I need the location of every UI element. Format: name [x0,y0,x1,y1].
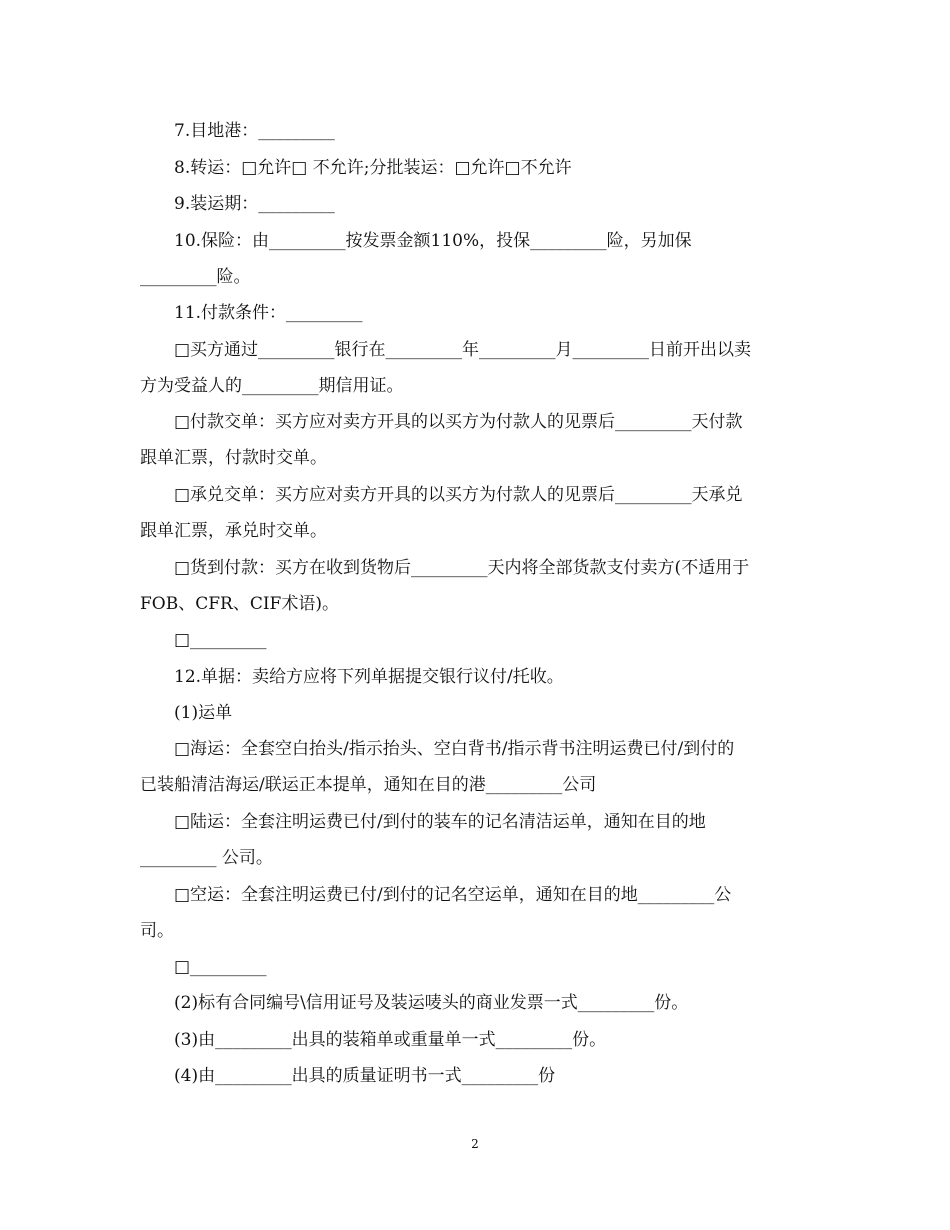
document-1-waybill: (1)运单 [174,703,233,723]
waybill-air-cont: 司。 [140,921,174,941]
clause-7-destination-port: 7.目地港：_________ [174,121,335,141]
document-3-packing-list: (3)由_________出具的装箱单或重量单一式_________份。 [174,1030,607,1050]
clause-11-payment-terms: 11.付款条件：_________ [174,303,363,323]
clause-10-insurance-cont: _________险。 [140,267,251,287]
clause-8-transshipment: 8.转运：□允许□ 不允许;分批装运：□允许□不允许 [174,158,572,178]
waybill-sea-cont: 已装船清洁海运/联运正本提单，通知在目的港_________公司 [140,775,597,795]
payment-option-other: □_________ [174,630,267,650]
payment-option-da-cont: 跟单汇票，承兑时交单。 [140,521,327,541]
payment-option-cod: □货到付款：买方在收到货物后_________天内将全部货款支付卖方(不适用于 [174,558,750,578]
page-number: 2 [471,1137,479,1151]
clause-12-documents: 12.单据：卖给方应将下列单据提交银行议付/托收。 [174,667,564,687]
payment-option-lc-cont: 方为受益人的_________期信用证。 [140,376,404,396]
waybill-land: □陆运：全套注明运费已付/到付的装车的记名清洁运单，通知在目的地 [174,812,706,832]
payment-option-dp: □付款交单：买方应对卖方开具的以买方为付款人的见票后_________天付款 [174,412,743,432]
document-2-invoice: (2)标有合同编号\信用证号及装运唛头的商业发票一式_________份。 [174,993,689,1013]
waybill-sea: □海运：全套空白抬头/指示抬头、空白背书/指示背书注明运费已付/到付的 [174,739,735,759]
waybill-land-cont: _________ 公司。 [140,848,273,868]
payment-option-da: □承兑交单：买方应对卖方开具的以买方为付款人的见票后_________天承兑 [174,485,743,505]
payment-option-cod-cont: FOB、CFR、CIF术语)。 [140,594,339,614]
waybill-other: □_________ [174,957,267,977]
payment-option-lc: □买方通过_________银行在_________年_________月_________日前开出以卖 [174,340,752,360]
clause-9-shipment-period: 9.装运期：_________ [174,194,335,214]
document-4-quality-certificate: (4)由_________出具的质量证明书一式_________份 [174,1066,556,1086]
clause-10-insurance: 10.保险：由_________按发票金额110%，投保_________险，另加保 [174,231,692,251]
waybill-air: □空运：全套注明运费已付/到付的记名空运单，通知在目的地_________公 [174,885,732,905]
payment-option-dp-cont: 跟单汇票，付款时交单。 [140,448,327,468]
